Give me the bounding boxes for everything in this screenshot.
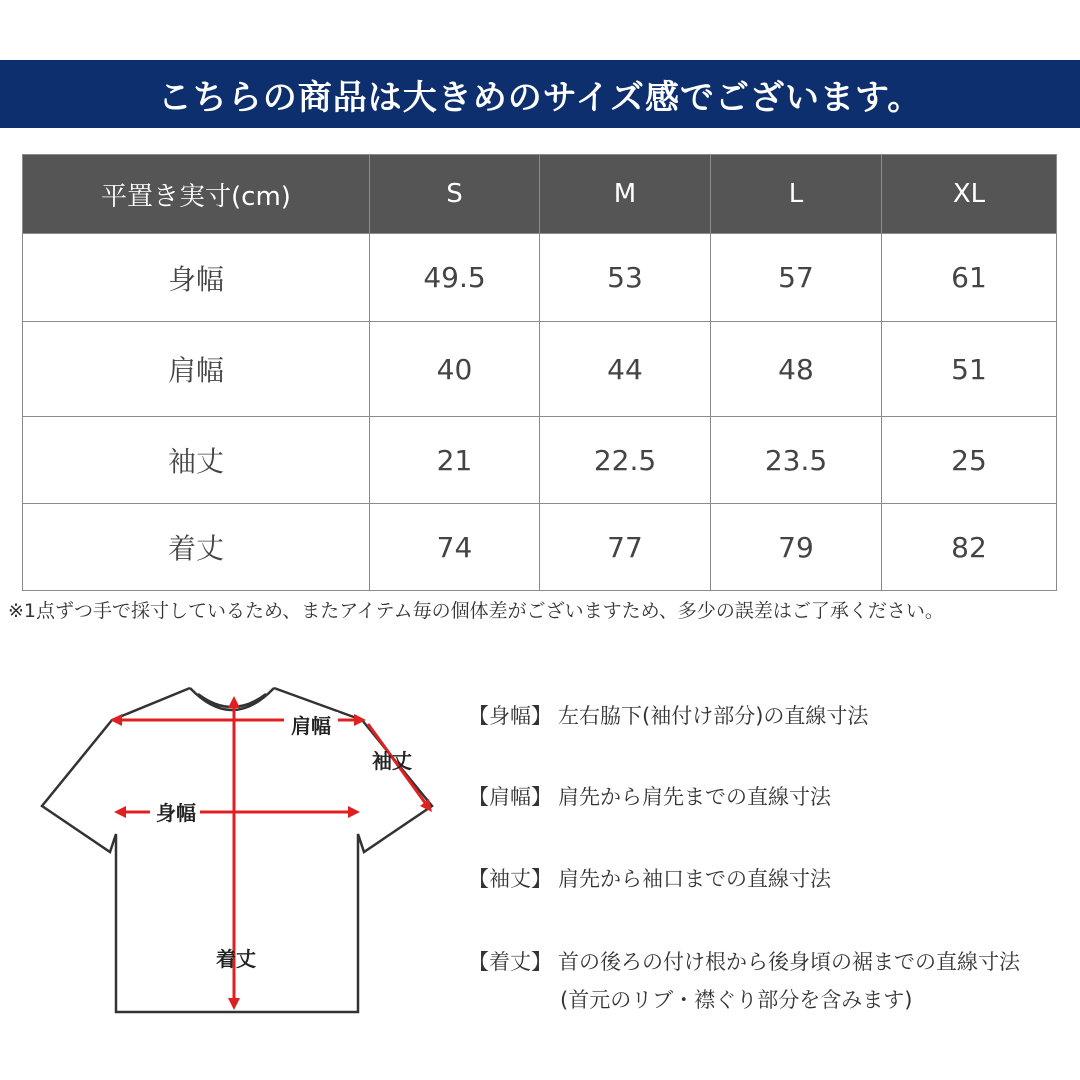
- row-label: 身幅: [23, 234, 370, 322]
- definition-sleeve-length: [468, 863, 831, 895]
- header-size-s: S: [370, 155, 540, 234]
- definition-desc: 左右脇下(袖付け部分)の直線寸法: [558, 704, 869, 728]
- cell-value: 44: [540, 322, 711, 417]
- table-header-row: [23, 155, 1057, 234]
- definition-key: 【袖丈】: [468, 867, 552, 891]
- cell-value: 23.5: [711, 417, 882, 504]
- table-row: [23, 504, 1057, 591]
- definition-key: 【身幅】: [468, 704, 552, 728]
- cell-value: 77: [540, 504, 711, 591]
- definition-desc: 肩先から袖口までの直線寸法: [558, 867, 831, 891]
- cell-value: 61: [882, 234, 1057, 322]
- diagram-label-shoulder: 肩幅: [291, 714, 331, 738]
- header-measure: 平置き実寸(cm): [23, 155, 370, 234]
- cell-value: 48: [711, 322, 882, 417]
- definition-desc: 肩先から肩先までの直線寸法: [558, 785, 831, 809]
- table-row: [23, 322, 1057, 417]
- cell-value: 22.5: [540, 417, 711, 504]
- diagram-label-width: 身幅: [156, 801, 196, 825]
- header-size-l: L: [711, 155, 882, 234]
- diagram-label-length: 着丈: [216, 947, 256, 971]
- diagram-label-sleeve: 袖丈: [372, 749, 412, 773]
- cell-value: 49.5: [370, 234, 540, 322]
- table-row: [23, 234, 1057, 322]
- header-size-m: M: [540, 155, 711, 234]
- cell-value: 21: [370, 417, 540, 504]
- banner-text: こちらの商品は大きめのサイズ感でございます。: [157, 77, 923, 118]
- cell-value: 74: [370, 504, 540, 591]
- row-label: 袖丈: [23, 417, 370, 504]
- cell-value: 82: [882, 504, 1057, 591]
- cell-value: 79: [711, 504, 882, 591]
- definition-key: 【着丈】: [468, 950, 552, 974]
- tshirt-diagram: [40, 684, 450, 1024]
- row-label: 肩幅: [23, 322, 370, 417]
- definition-body-length: [468, 946, 1020, 978]
- cell-value: 40: [370, 322, 540, 417]
- cell-value: 57: [711, 234, 882, 322]
- definition-body-length-note: (首元のリブ・襟ぐり部分を含みます): [560, 988, 913, 1012]
- table-row: [23, 417, 1057, 504]
- row-label: 着丈: [23, 504, 370, 591]
- definition-desc: 首の後ろの付け根から後身頃の裾までの直線寸法: [558, 950, 1020, 974]
- definition-body-width: [468, 700, 868, 732]
- header-size-xl: XL: [882, 155, 1057, 234]
- definition-shoulder-width: [468, 781, 831, 813]
- cell-value: 53: [540, 234, 711, 322]
- header-banner: [0, 60, 1080, 128]
- size-table: [22, 154, 1057, 591]
- cell-value: 51: [882, 322, 1057, 417]
- cell-value: 25: [882, 417, 1057, 504]
- measurement-note: ※1点ずつ手で採寸しているため、またアイテム毎の個体差がございますため、多少の誤差はご了承ください。: [8, 600, 944, 622]
- definition-key: 【肩幅】: [468, 785, 552, 809]
